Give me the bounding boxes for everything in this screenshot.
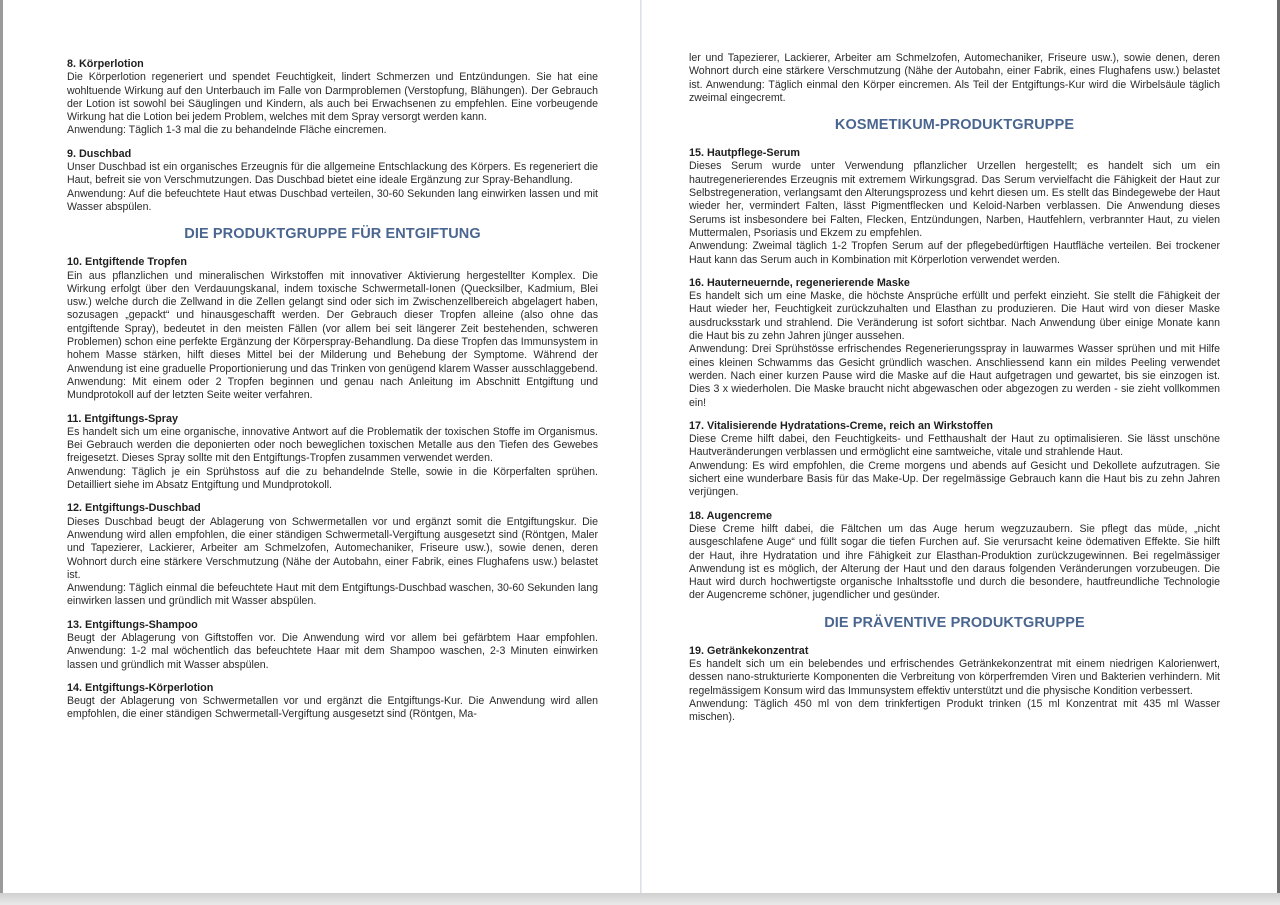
- section-entgiftungs-spray: [67, 413, 598, 493]
- section-entgiftungs-duschbad: [67, 502, 598, 608]
- section-title: 11. Entgiftungs-Spray: [67, 412, 178, 425]
- section-title: 17. Vitalisierende Hydratations-Creme, reich an Wirkstoffen: [689, 419, 993, 432]
- section-usage: Anwendung: Auf die befeuchtete Haut etwas Duschbad verteilen, 30-60 Sekunden lang einwirken lassen und mit Wasser abspülen.: [67, 187, 598, 213]
- section-entgiftungs-shampoo: [67, 619, 598, 672]
- section-hydratations-creme: [689, 420, 1220, 500]
- section-body: Es handelt sich um eine Maske, die höchste Ansprüche erfüllt und perfekt einzieht. Sie stellt die Fähigkeit der Haut wieder her, Feuchtigkeit zurückzuhalten und Elasthan zu produzieren. Die Haut wird von dieser Maske ausdrucksstark und strahlend. Die Veränderung ist sofort sichtbar. Nach Anwendung über einige Monate kann die Haut bis zu zehn Jahren jünger aussehen.: [689, 290, 1220, 343]
- group-title-praeventiv: DIE PRÄVENTIVE PRODUKTGRUPPE: [824, 614, 1085, 631]
- section-entgiftende-tropfen: [67, 256, 598, 402]
- section-usage: Anwendung: Drei Sprühstösse erfrischendes Regenerierungsspray in lauwarmes Wasser sprühen und mit Hilfe eines kleinen Schwamms das Gesicht gründlich waschen. Anschliessend kann ein mildes Peeling verwendet werden. Nach einer kurzen Pause wird die Maske auf die Haut aufgetragen und gewartet, bis sie einzogen ist. Dies 3 x wiederholen. Die Maske braucht nicht abgewaschen oder abgezogen zu werden - sie zieht vollkommen ein!: [689, 343, 1220, 409]
- section-usage: Anwendung: Es wird empfohlen, die Creme morgens und abends auf Gesicht und Dekollete aufzutragen. Sie sichert eine wunderbare Basis für das Make-Up. Der regelmässige Gebrauch kann die Haut bis zu zehn Jahren verjüngen.: [689, 459, 1220, 499]
- section-usage: Anwendung: Täglich je ein Sprühstoss auf die zu behandelnde Stelle, sowie in die Körperfalten sprühen. Detailliert siehe im Absatz Entgiftung und Mundprotokoll.: [67, 465, 598, 492]
- section-body: Dieses Duschbad beugt der Ablagerung von Schwermetallen vor und ergänzt somit die Entgiftungskur. Die Anwendung wird allen empfohlen, die einer ständigen Schwermetall-Vergiftung ausgesetzt sind (Röntgen, Maler und Tapezierer, Lackierer, Arbeiter am Schmelzofen, Automechaniker, Friseure usw.), sowie denen, deren Wohnort durch eine stärkere Verschmutzung (Nähe der Autobahn, einer Fabrik, eines Flughafens usw.) belastet ist.: [67, 515, 598, 581]
- section-usage: Anwendung: Täglich 450 ml von dem trinkfertigen Produkt trinken (15 ml Konzentrat mit 435 ml Wasser mischen).: [689, 697, 1220, 724]
- scan-bottom-edge: [0, 893, 1280, 905]
- section-duschbad: [67, 148, 598, 214]
- section-body: Diese Creme hilft dabei, die Fältchen um das Auge herum wegzuzaubern. Sie pflegt das müde, „nicht ausgeschlafene Auge“ und füllt sogar die tiefen Furchen auf. Sie verursacht keine ödemativen Effekte. Sie hilft der Haut, ihre Hydratation und ihre Fähigkeit zur Elasthan-Produktion zurückzugewinnen. Bei regelmässiger Anwendung ist es möglich, der Alterung der Haut und den daraus folgenden Veränderungen vorzubeugen. Die Haut wird durch hochwertigste organische Inhaltsstofle und durch die besondere, hautfreundliche Technologie der Augencreme schöner, jugendlicher und gesünder.: [689, 522, 1220, 602]
- section-hautpflege-serum: [689, 147, 1220, 267]
- section-body: Es handelt sich um ein belebendes und erfrischendes Getränkekonzentrat mit einem niedrigen Kalorienwert, dessen nano-strukturierte Komponenten die Verbreitung von körperfremden Viren und Bakterien verhindern. Mit regelmässigem Konsum wird das Immunsystem effektiv unterstützt und die physische Kondition verbessert.: [689, 657, 1220, 697]
- section-usage: Anwendung: Zweimal täglich 1-2 Tropfen Serum auf der pflegebedürftigen Hautfläche verteilen. Bei trockener Haut kann das Serum auch in Kombination mit Körperlotion verwendet werden.: [689, 240, 1220, 266]
- section-getraenkekonzentrat: [689, 645, 1220, 725]
- section-augencreme: [689, 510, 1220, 603]
- section-title: 19. Getränkekonzentrat: [689, 644, 809, 657]
- section-continuation: [689, 52, 1220, 105]
- section-body: Die Körperlotion regeneriert und spendet Feuchtigkeit, lindert Schmerzen und Entzündungen. Sie hat eine wohltuende Wirkung auf den Unterbauch im Falle von Darmproblemen (Verstopfung, Blähungen). Der Gebrauch der Lotion ist sowohl bei Säuglingen und Kindern, als auch bei Erwachsenen zu empfehlen. Eine vorbeugende Wirkung hat die Lotion bei jedem Problem, welches mit dem Spray versorgt werden kann.: [67, 71, 598, 124]
- group-title-kosmetikum: KOSMETIKUM-PRODUKTGRUPPE: [834, 117, 1075, 134]
- section-title: 14. Entgiftungs-Körperlotion: [67, 681, 214, 694]
- section-koerperlotion: [67, 58, 598, 138]
- section-usage: Anwendung: Täglich 1-3 mal die zu behandelnde Fläche eincremen.: [67, 124, 387, 137]
- section-title: 9. Duschbad: [67, 147, 132, 160]
- section-title: 15. Hautpflege-Serum: [689, 147, 800, 160]
- section-body: Es handelt sich um eine organische, innovative Antwort auf die Problematik der toxischen Stoffe im Organismus. Bei Gebrauch werden die deponierten oder noch beweglichen toxischen Metalle aus den Tiefen des Gewebes freigesetzt. Dieses Spray sollte mit den Entgiftungs-Tropfen zusammen verwendet werden.: [67, 425, 598, 465]
- section-body: Ein aus pflanzlichen und mineralischen Wirkstoffen mit innovativer Aktivierung hergestellter Komplex. Die Wirkung erfolgt über den Verdauungskanal, indem toxische Schwermetall-Ionen (Quecksilber, Kadmium, Blei usw.) welche durch die Zellwand in die Zellen gelangt sind oder sich im Zwischenzellbereich abgelagert haben, sozusagen „gepackt“ und hinausgeschafft werden. Der Gebrauch dieser Tropfen alleine (also ohne das entgiftende Spray), bedeutet in den meisten Fällen (vor allem bei seit längerer Zeit bestehenden, schweren Problemen) schon eine perfekte Ergänzung der Körperspray-Behandlung. Da diese Tropfen das Immunsystem in hohem Masse stärken, hilft dieses Mittel bei der Milderung und Behebung der Symptome. Während der Anwendung ist eine graduelle Proportionierung und das Trinken von genügend klarem Wasser ausschlaggebend.: [67, 269, 598, 375]
- group-title-entgiftung: DIE PRODUKTGRUPPE FÜR ENTGIFTUNG: [184, 226, 481, 243]
- left-page-edge: [0, 0, 3, 896]
- section-title: 8. Körperlotion: [67, 58, 144, 70]
- section-maske: [689, 277, 1220, 410]
- page-fold: [640, 0, 642, 896]
- section-body: Dieses Serum wurde unter Verwendung pflanzlicher Urzellen hergestellt; es handelt sich um ein hautregenerierendes Erzeugnis mit extremem Wirkungsgrad. Das Serum vervielfacht die Fähigkeit der Haut zur Selbstregeneration, verlangsamt den Alterungsprozess und kehrt diesen um. Es stellt das Bindegewebe der Haut wieder her, vermindert Falten, lässt Pigmentflecken und Keloid-Narben verblassen. Die Anwendung dieses Serums ist insbesondere bei Falten, Flecken, Entzündungen, Narben, Hautfehlern, verbrannter Haut, zu vielen Muttermalen, Psoriasis und Ekzem zu empfehlen.: [689, 160, 1220, 239]
- section-body: Unser Duschbad ist ein organisches Erzeugnis für die allgemeine Entschlackung des Körpers. Es regeneriert die Haut, befreit sie von Verschmutzungen. Das Duschbad bietet eine ideale Ergänzung zur Spray-Behandlung.: [67, 161, 598, 187]
- section-body: Beugt der Ablagerung von Schwermetallen vor und ergänzt die Entgiftungs-Kur. Die Anwendung wird allen empfohlen, die einer ständigen Schwermetall-Vergiftung ausgesetzt sind (Röntgen, Ma-: [67, 695, 598, 721]
- section-body: Beugt der Ablagerung von Giftstoffen vor. Die Anwendung wird vor allem bei gefärbtem Haar empfohlen. Anwendung: 1-2 mal wöchentlich das befeuchtete Haar mit dem Shampoo waschen, 2-3 Minuten einwirken lassen und gründlich mit Wasser abspülen.: [67, 631, 598, 671]
- section-body: Diese Creme hilft dabei, den Feuchtigkeits- und Fetthaushalt der Haut zu optimalisieren. Sie lässt unschöne Hautveränderungen verblassen und ermöglicht eine samtweiche, vitale und strahlende Haut.: [689, 433, 1220, 459]
- section-body: ler und Tapezierer, Lackierer, Arbeiter am Schmelzofen, Automechaniker, Friseure usw.), sowie denen, deren Wohnort durch eine stärkere Verschmutzung (Nähe der Autobahn, einer Fabrik, eines Flughafens usw.) belastet ist. Anwendung: Täglich einmal den Körper eincremen. Als Teil der Entgiftungs-Kur wird die Wirbelsäule täglich zweimal eingecremt.: [689, 52, 1220, 104]
- section-usage: Anwendung: Mit einem oder 2 Tropfen beginnen und genau nach Anleitung im Abschnitt Entgiftung und Mundprotokoll auf der letzten Seite weiter verfahren.: [67, 375, 598, 402]
- section-title: 13. Entgiftungs-Shampoo: [67, 618, 198, 631]
- section-title: 12. Entgiftungs-Duschbad: [67, 502, 201, 515]
- section-title: 16. Hauterneuernde, regenerierende Maske: [689, 276, 910, 289]
- section-title: 10. Entgiftende Tropfen: [67, 256, 187, 269]
- right-page: [689, 52, 1220, 734]
- left-page: [67, 58, 598, 732]
- section-usage: Anwendung: Täglich einmal die befeuchtete Haut mit dem Entgiftungs-Duschbad waschen, 30-60 Sekunden lang einwirken lassen und gründlich mit Wasser abspülen.: [67, 582, 598, 608]
- section-title: 18. Augencreme: [689, 509, 773, 522]
- section-entgiftungs-koerperlotion: [67, 682, 598, 722]
